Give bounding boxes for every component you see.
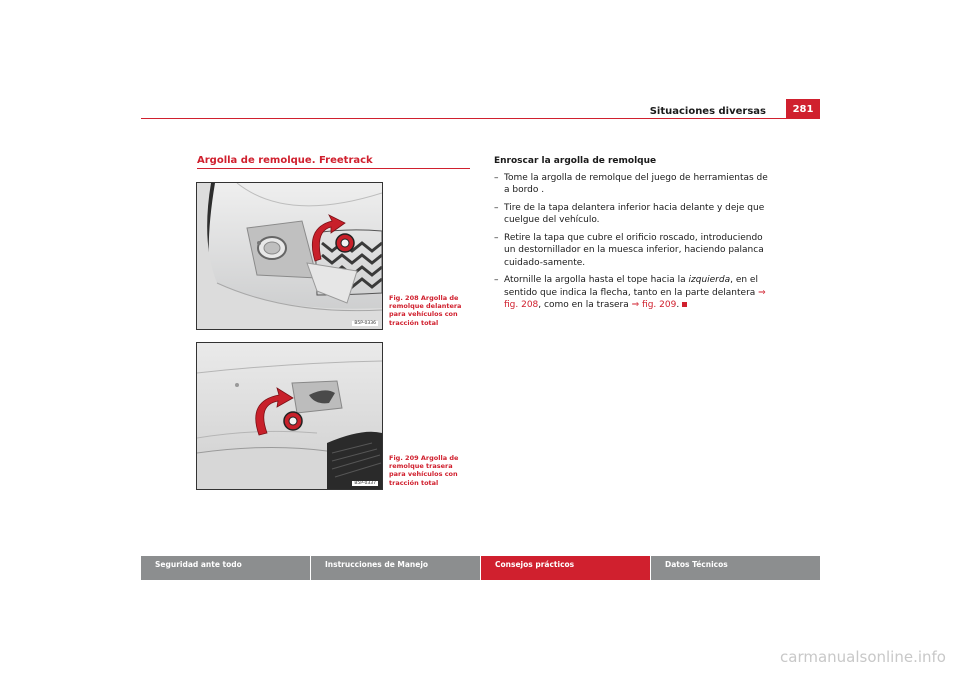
tab-datos-tecnicos[interactable]: Datos Técnicos [651,556,820,580]
figure-caption: Fig. 209 Argolla de remolque trasera para vehículos con tracción total [389,454,459,487]
step-text: Tome la argolla de remolque del juego de herramientas de a bordo . [504,172,768,195]
footer-navigation [141,556,820,580]
section-title: Argolla de remolque. Freetrack [197,155,373,166]
list-item [494,172,774,197]
figure-reference-link[interactable]: ⇒ fig. 208 [504,287,766,310]
figure-reference-link[interactable]: ⇒ fig. 209 [631,300,677,310]
header-rule [141,118,820,119]
watermark: carmanualsonline.info [780,648,946,666]
tab-instrucciones[interactable]: Instrucciones de Manejo [311,556,480,580]
figure-caption: Fig. 208 Argolla de remolque delantera para vehículos con tracción total [389,294,462,327]
list-dash: – [494,172,499,183]
step-text-part: , como en la trasera [538,300,632,310]
step-text-part: Atornille la argolla hasta el tope hacia la [504,275,689,285]
step-text-part: . [676,300,680,310]
figure-code: B5P-0337 [354,481,376,486]
list-item [494,274,774,312]
list-item [494,232,774,270]
step-text: Retire la tapa que cubre el orificio roscado, introduciendo un destornillador en la muesca inferior, haciendo palanca cuidado-samente. [504,232,764,268]
section-end-icon [682,302,687,307]
list-dash: – [494,202,499,213]
rear-bumper-illustration [197,343,382,489]
page-number: 281 [786,99,820,119]
running-header-title: Situaciones diversas [649,106,766,117]
tab-consejos[interactable]: Consejos prácticos [481,556,650,580]
section-rule [197,168,470,169]
step-text-emphasis: izquierda [688,275,731,285]
list-item [494,202,774,227]
instructions-heading: Enroscar la argolla de remolque [494,156,657,166]
step-text-part: , en el sentido que indica la flecha, tanto en la parte delantera [504,275,759,298]
figure-code: B5P-0336 [354,321,376,326]
figure-rear-tow-eye [196,342,383,490]
list-dash: – [494,232,499,243]
step-text: Tire de la tapa delantera inferior hacia delante y deje que cuelgue del vehículo. [504,202,765,225]
front-bumper-illustration [197,183,382,329]
list-dash: – [494,275,499,285]
figure-front-tow-eye [196,182,383,330]
tab-seguridad[interactable]: Seguridad ante todo [141,556,310,580]
instructions-column [494,155,774,317]
